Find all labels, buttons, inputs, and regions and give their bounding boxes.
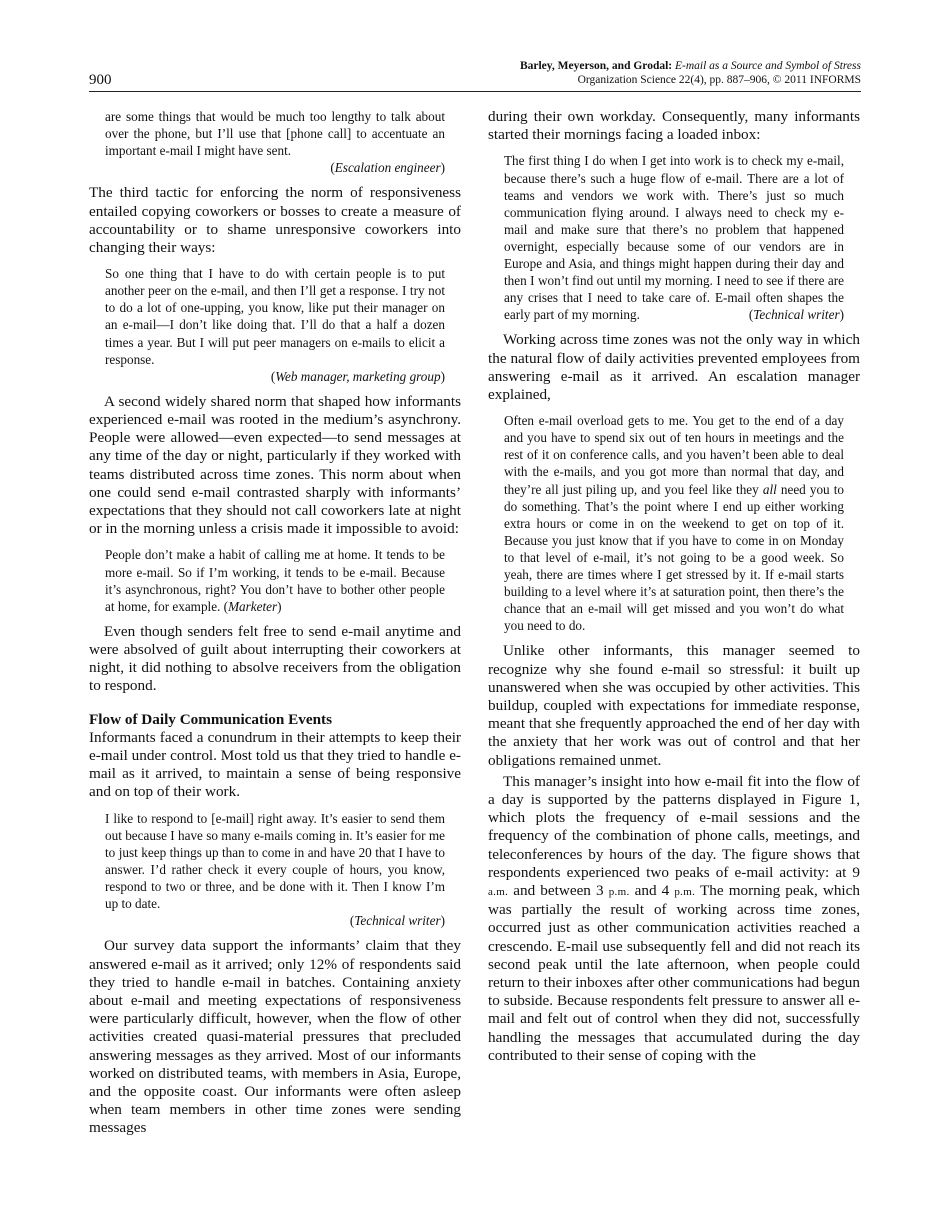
body-paragraph — [488, 773, 860, 1065]
block-quote — [504, 152, 844, 323]
running-head-title-line — [361, 59, 861, 73]
body-paragraph: Unlike other informants, this manager seemed to recognize why she found e-mail so stressful: it built up unanswered when she was occupied by other activities. This buildup, coupled with expectations for immediate response, meant that she frequently approached the end of her day with the anxiety that her work was out of control and that her obligations remained unmet. — [488, 642, 860, 769]
time-abbrev: p.m. — [674, 886, 696, 899]
quote-source: Marketer — [228, 598, 278, 614]
body-paragraph: A second widely shared norm that shaped how informants experienced e-mail was rooted in the medium’s asynchrony. People were allowed—even expected—to send messages at any time of the day or night, particularly if they worked with teams distributed across time zones. This norm about when one could send e-mail contrasted sharply with informants’ expectations that they should not call coworkers late at night or in the morning unless a crisis made it impossible to avoid: — [89, 392, 461, 538]
body-paragraph: Even though senders felt free to send e-mail anytime and were absolved of guilt about interrupting their coworkers at night, it did nothing to absolve receivers from the obligation to respond. — [89, 622, 461, 695]
left-column — [89, 108, 461, 1138]
quote-text: Often e-mail overload gets to me. You get to the end of a day and you have to spend six out of ten hours in meetings and the rest of it on conference calls, and you haven’t been able to deal with the e-mails, and you got more than normal that day, and they’re all just piling up, and you feel like they — [504, 413, 844, 497]
text-run: and 4 — [629, 882, 675, 900]
body-paragraph: Working across time zones was not the only way in which the natural flow of daily activities prevented employees from answering e-mail as it arrived. An escalation manager explained, — [488, 331, 860, 403]
time-abbrev: a.m. — [488, 886, 509, 899]
journal-line: Organization Science 22(4), pp. 887–906, © 2011 INFORMS — [577, 74, 861, 86]
quote-attribution: (Web manager, marketing group) — [270, 368, 445, 384]
body-paragraph: during their own workday. Consequently, many informants started their mornings facing a loaded inbox: — [488, 108, 860, 144]
quote-attribution: (Technical writer) — [748, 307, 844, 323]
block-quote — [504, 412, 844, 634]
right-column — [488, 108, 860, 1065]
authors: Barley, Meyerson, and Grodal: — [519, 60, 673, 72]
quote-text: The first thing I do when I get into work is to check my e-mail, because there’s such a huge flow of e-mail. There are a lot of teams and vendors we work with. There’s just so much communication flying around. I always need to check my e-mail and make sure that there’s no problem that happened overnight, especially because some of our vendors are in Europe and Asia, and things might happen during their day and then I won’t find out until my morning. I need to see if there are any crises that I need to take care of. E-mail often shapes the early part of my morning. — [504, 153, 844, 323]
text-run: This manager’s insight into how e-mail fit into the flow of a day is supported by the patterns displayed in Figure 1, which plots the frequency of e-mail sessions and the frequency of the combination of phone calls, meetings, and teleconferences by hours of the day. The figure shows that respondents experienced two peaks of e-mail activity: at 9 — [488, 772, 860, 881]
running-head — [361, 59, 861, 87]
article-title: E-mail as a Source and Symbol of Stress — [674, 60, 861, 72]
quote-source: Technical writer — [753, 307, 840, 323]
quote-emphasis: all — [762, 481, 777, 497]
block-quote — [105, 265, 445, 385]
body-paragraph: Our survey data support the informants’ claim that they answered e-mail as it arrived; only 12% of respondents said they tried to handle e-mail in batches. Containing anxiety about e-mail and meeting expectations of responsiveness were particularly difficult, however, when the flow of other activities created quasi-material pressures that precluded answering messages as they arrived. Most of our informants worked on distributed teams, with members in Asia, Europe, and the opposite coast. Our informants were often asleep when team members in other time zones were sending messages — [89, 937, 461, 1137]
block-quote: People don’t make a habit of calling me at home. It tends to be more e-mail. So if I’m working, it tends to be e-mail. Because it’s asynchronous, right? You don’t have to bother other people at home, for example. (Marketer) — [105, 547, 445, 614]
quote-attribution: (Escalation engineer) — [330, 160, 445, 176]
text-run: The morning peak, which was partially the result of working across time zones, occurred just as other communication activities reached a crescendo. E-mail use subsequently fell and did not reach its second peak until the late afternoon, when people could return to their inboxes after other communications had begun to subside. Because respondents felt pressure to answer all e-mail and felt out of control when they did not, successfully handling the messages that accumulated during the day contributed to their sense of coping with the — [488, 882, 860, 1064]
block-quote — [105, 108, 445, 176]
time-abbrev: p.m. — [608, 886, 630, 899]
quote-attribution: (Technical writer) — [349, 913, 445, 929]
quote-text: People don’t make a habit of calling me at home. It tends to be more e-mail. So if I’m working, it tends to be e-mail. Because it’s asynchronous, right? You don’t have to bother other people at home, for example. — [105, 547, 445, 614]
section-heading: Flow of Daily Communication Events — [89, 710, 332, 728]
quote-text: are some things that would be much too lengthy to talk about over the phone, but I’ll use that [phone call] to accentuate an important e-mail I might have sent. — [105, 109, 445, 159]
quote-source: Technical writer — [354, 913, 441, 929]
quote-text: need you to do something. That’s the point where I end up either working extra hours or come in on the weekend to get on top of it. Because you just know that if you have to come in on Monday to that level of e-mail, it’s not going to be a good week. So yeah, there are times where I get stressed by it. If e-mail starts building to a level where it’s at saturation point, then there’s the chance that an e-mail will get missed and you won’t do what you need to do. — [504, 481, 844, 634]
header-rule — [89, 91, 861, 92]
block-quote — [105, 810, 445, 930]
page-number: 900 — [89, 72, 112, 88]
text-run: and between 3 — [508, 882, 609, 900]
quote-source: Escalation engineer — [334, 160, 441, 176]
body-paragraph: Informants faced a conundrum in their attempts to keep their e-mail under control. Most told us that they tried to handle e-mail as it arrived, to maintain a sense of being responsive and on top of their work. — [89, 728, 461, 801]
quote-text: I like to respond to [e-mail] right away. It’s easier to send them out because I have so many e-mails coming in. It’s easier for me to just keep things up than to come in and have 20 that I have to answer. I’d rather check it every couple of hours, you know, respond to two or three, and be done with it. Then I know I’m up to date. — [105, 810, 445, 912]
body-paragraph: The third tactic for enforcing the norm of responsiveness entailed copying coworkers or bosses to create a measure of accountability or to shame unresponsive coworkers into changing their ways: — [89, 184, 461, 256]
quote-text: So one thing that I have to do with certain people is to put another peer on the e-mail, and then I’ll get a response. I try not to do a lot of one-upping, you know, like put their manager on an e-mail—I don’t like doing that. I’ll do that a half a dozen times a year. But I will put peer managers on e-mails to elicit a response. — [105, 266, 445, 367]
quote-source: Web manager, marketing group — [275, 368, 441, 384]
